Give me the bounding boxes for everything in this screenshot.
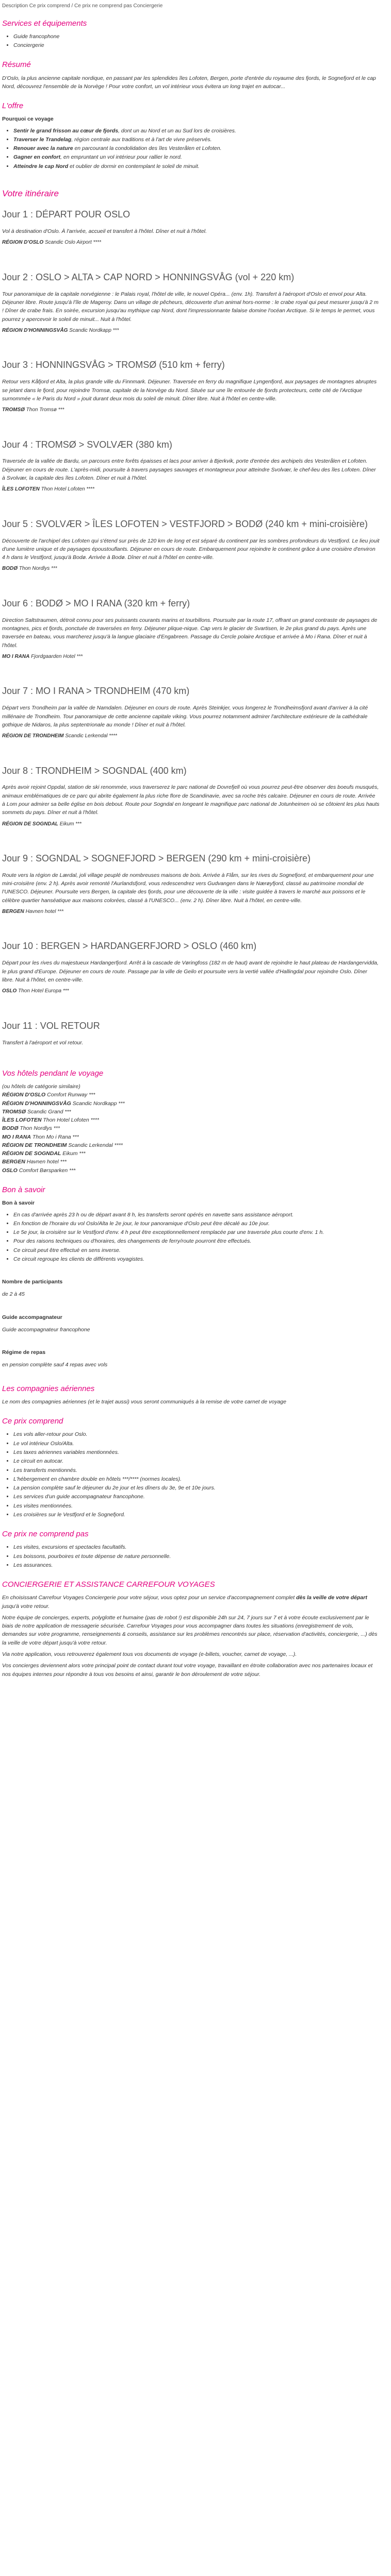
list-item xyxy=(13,153,380,161)
highlight: Gagner en confort xyxy=(13,154,61,161)
itinerary-day xyxy=(2,852,380,916)
day-text: Tour panoramique de la capitale norvégienne : le Palais royal, l'hôtel de ville, le nouvel Opéra... (env. 1h). Transfert à l'aéroport d'Oslo et envol pour Alta. Déjeuner libre. Route jusqu'à l'île de Mageroy. Dans un village de pêcheurs, découverte d'un animal hors-norme : le crabe royal qui peut mesurer jusqu'à 2 m ! Dîner de crabe frais. En soirée, excursion jusqu'au mythique cap Nord, dont l'impressionnante falaise domine l'océan Arctique. Si le temps le permet, vous pourrez y apercevoir le soleil de minuit... Nuit à l'hôtel. xyxy=(2,291,379,323)
day-region xyxy=(2,485,380,494)
hotel-row xyxy=(2,1133,380,1141)
day-title: Jour 7 : MO I RANA > TRONDHEIM (470 km) xyxy=(2,686,190,697)
participants-value: de 2 à 45 xyxy=(2,1291,25,1298)
hotel-row xyxy=(2,1166,380,1175)
hotel-name: Scandic Grand *** xyxy=(27,1108,71,1115)
hotel-row xyxy=(2,1091,380,1099)
day-text: Après avoir rejoint Oppdal, station de ski renommée, vous traverserez le parc national de Dovrefjell où vous pourrez peut-être observer des boeufs musqués, animaux emblématiques de ce parc qui abrite également la plus riche flore de Scandinavie, avec sa roche très calcaire. Déjeuner en cours de route. Arrivée à Lom pour admirer sa belle église en bois debout. Route pour Sogndal en longeant le magnifique parc national de Jotunheimen où se côtoient les plus hauts sommets du pays. Dîner et nuit à l'hôtel. xyxy=(2,784,380,816)
list-item: • Ce circuit peut être effectué en sens inverse. xyxy=(13,1246,380,1255)
repas-title: Régime de repas xyxy=(2,1349,46,1356)
list-item xyxy=(13,144,380,152)
region-label: MO I RANA xyxy=(2,653,30,659)
day-text: Vol à destination d'Oslo. À l'arrivée, accueil et transfert à l'hôtel. Dîner et nuit à l'hôtel. xyxy=(2,228,207,235)
day-region xyxy=(2,987,380,995)
hotel-row xyxy=(2,1108,380,1116)
guide-title: Guide accompagnateur xyxy=(2,1314,62,1320)
day-title: Jour 2 : OSLO > ALTA > CAP NORD > HONNINGSVÅG (vol + 220 km) xyxy=(2,272,295,282)
prix-pas-list xyxy=(2,1543,380,1569)
hotels-list xyxy=(2,1091,380,1175)
day-text: Départ pour les rives du majestueux Hardangerfjord. Arrêt à la cascade de Vøringfoss (182 m de haut) avant de rejoindre le haut plateau de Hardangervidda, le plus grand d'Europe. Déjeuner en cours de route. Passage par la ville de Geilo et poursuite vers la vertié vallée d'Hallingdal pour rejoindre Oslo. Dîner libre. Nuit à l'hôtel, en centre-ville. xyxy=(2,960,379,983)
hotel-name: Scandic Oslo Airport **** xyxy=(44,240,102,246)
list-item: • Conciergerie xyxy=(13,41,380,49)
hotel-region: RÉGION D'HONNINGSVÅG xyxy=(2,1100,71,1107)
participants-title: Nombre de participants xyxy=(2,1279,63,1285)
hotel-name: Scandic Nordkapp *** xyxy=(72,1100,125,1107)
region-label: BERGEN xyxy=(2,908,24,914)
day-title: Jour 11 : VOL RETOUR xyxy=(2,1020,100,1031)
offre-title: L'offre xyxy=(2,101,24,111)
bon-savoir-subtitle: Bon à savoir xyxy=(2,1200,35,1207)
list-item: • Ce circuit regroupe les clients de différents voyagistes. xyxy=(13,1255,380,1263)
item-text: , région centrale aux traditions et à l'art de vivre préservés. xyxy=(71,136,212,143)
list-item: • La pension complète sauf le déjeuner du 2e jour et les dîners du 3e, 9e et 10e jours. xyxy=(13,1484,380,1492)
hotel-name: Thon Nordlys *** xyxy=(20,1125,60,1132)
prix-pas-title: Ce prix ne comprend pas xyxy=(2,1530,89,1539)
day-text: Direction Saltstraumen, détroit connu pour ses puissants courants marins et tourbillons. Poursuite par la route 17, offrant un grand contraste de paysages de montagnes, pics et fjords, ponctuée de traversées en ferry. Déjeuner plique-nique. Cap vers le glacier de Svartisen, le 2e plus grand du pays. Après une traversée en bateau, vous marcherez jusqu'à la langue glaciaire d'Engabreen. Passage du Cercle polaire Arctique et arrivée à Mo i Rana. Dîner et nuit à l'hôtel. xyxy=(2,617,378,649)
hotel-row xyxy=(2,1141,380,1149)
day-title: Jour 3 : HONNINGSVÅG > TROMSØ (510 km + ferry) xyxy=(2,360,225,370)
region-label: OSLO xyxy=(2,988,17,994)
hotel-name: Thon Tromsø *** xyxy=(26,407,64,413)
repas-value: en pension complète sauf 4 repas avec vols xyxy=(2,1362,108,1368)
day-region xyxy=(2,239,380,247)
hotel-name: Scandic Lerkendal **** xyxy=(68,1142,123,1148)
day-text: Retour vers Kåfjord et Alta, la plus grande ville du Finnmark. Déjeuner. Traversée en ferry du magnifique Lyngenfjord, aux paysages de montagnes abruptes se jetant dans le fjord, pour rejoindre Tromsø, capitale de la Norvège du Nord. Située sur une île entourée de fjords protecteurs, cette cité de l'Arctique surnommée « le Paris du Nord » jouit durant deux mois du soleil de minuit. Dîner libre. Nuit à l'hôtel en centre-ville. xyxy=(2,379,377,402)
highlight: Sentir le grand frisson au cœur de xyxy=(13,127,103,134)
list-item: • Le vol intérieur Oslo/Alta. xyxy=(13,1439,380,1448)
list-item: • Les visites, excursions et spectacles facultatifs. xyxy=(13,1543,380,1551)
day-title: Jour 1 : DÉPART POUR OSLO xyxy=(2,209,131,220)
compagnies-text: Le nom des compagnies aériennes (et le trajet aussi) vous seront communiqués à la remise de votre carnet de voyage xyxy=(2,1398,286,1405)
hotels-title: Vos hôtels pendant le voyage xyxy=(2,1069,104,1078)
item-text: , en empruntant un vol intérieur pour rallier le nord. xyxy=(60,154,182,161)
list-item: • Les boissons, pourboires et toute dépense de nature personnelle. xyxy=(13,1552,380,1561)
highlight: Traverser le Trandelag xyxy=(13,136,72,143)
list-item: • Les vols aller-retour pour Oslo. xyxy=(13,1430,380,1438)
hotel-region: RÉGION DE SOGNDAL xyxy=(2,1150,61,1157)
list-item: • Le 5e jour, la croisière sur le Vestfjord d'env. 4 h peut être exceptionnellement remplacée par une traversée plus courte d'env. 1 h. xyxy=(13,1228,380,1236)
hotel-name: Thon Hotel Lofoten **** xyxy=(41,486,94,493)
day-title: Jour 9 : SOGNDAL > SOGNEFJORD > BERGEN (290 km + mini-croisière) xyxy=(2,853,311,864)
hotel-row xyxy=(2,1116,380,1124)
day-text: Transfert à l'aéroport et vol retour. xyxy=(2,1039,84,1046)
day-text: Route vers la région de Lærdal, joli village peuplé de nombreuses maisons de bois. Arrivée à Flåm, sur les rives du Sognefjord, et embarquement pour une mini-croisière (env. 2 h). Après avoir remonté l'Aurlandsfjord, vous redescendrez vers Gudvangen dans le Nærøyfjord, classé au patrimoine mondial de l'UNESCO. Déjeuner. Poursuite vers Bergen, la capitale des fjords, pour une découverte de la ville : visite guidée à travers le marché aux poissons et le célèbre quartier hanséatique aux maisons colorées, classé à l'UNESCO... (env. 2 h). Dîner libre. Nuit à l'hôtel, en centre-ville. xyxy=(2,872,374,904)
hotel-name: Thon Hotel Lofoten **** xyxy=(43,1117,99,1124)
day-region xyxy=(2,908,380,916)
highlight: Atteindre le cap Nord xyxy=(13,163,69,170)
day-title: Jour 8 : TRONDHEIM > SOGNDAL (400 km) xyxy=(2,765,187,776)
day-region xyxy=(2,653,380,661)
hotel-region: RÉGION D'OSLO xyxy=(2,1092,46,1098)
list-item xyxy=(13,135,380,144)
offre-subtitle: Pourquoi ce voyage xyxy=(2,116,54,123)
conciergerie-p2: Notre équipe de concierges, experts, polyglotte et humaine (pas de robot !) est disponible 24h sur 24, 7 jours sur 7 et à votre écoute exclusivement par le biais de notre application de messagerie sécurisée. Carrefour Voyages pour vous accompagner dans toutes les situations (enregistrement de vols, demandes sur votre programme, renseignements & conseils, assistance sur les problèmes rencontrés sur place, réservation d'activités, conciergerie, ...) dès la veille de votre départ jusqu'à votre retour. xyxy=(2,1614,378,1646)
highlight: fjords xyxy=(103,127,119,134)
breadcrumb[interactable]: Description Ce prix comprend / Ce prix ne comprend pas Conciergerie xyxy=(2,3,163,9)
day-region xyxy=(2,820,380,828)
list-item: • Les assurances. xyxy=(13,1561,380,1569)
hotel-row xyxy=(2,1149,380,1158)
compagnies-title: Les compagnies aériennes xyxy=(2,1384,95,1393)
region-label: RÉGION DE TRONDHEIM xyxy=(2,733,64,739)
itinerary-day xyxy=(2,597,380,660)
services-title: Services et équipements xyxy=(2,19,87,28)
prix-comprend-list xyxy=(2,1430,380,1519)
day-title: Jour 10 : BERGEN > HARDANGERFJORD > OSLO (460 km) xyxy=(2,941,257,952)
prix-comprend-title: Ce prix comprend xyxy=(2,1417,63,1426)
day-title: Jour 5 : SVOLVÆR > ÎLES LOFOTEN > VESTFJORD > BODØ (240 km + mini-croisière) xyxy=(2,518,368,529)
itinerary-day xyxy=(2,764,380,828)
hotel-row xyxy=(2,1099,380,1108)
list-item: • Les transferts mentionnés. xyxy=(13,1466,380,1475)
item-text: , dont un au Nord et un au Sud lors de croisières. xyxy=(118,127,236,134)
hotel-region: RÉGION DE TRONDHEIM xyxy=(2,1142,67,1148)
list-item: • Les services d'un guide accompagnateur francophone. xyxy=(13,1493,380,1501)
hotel-name: Scandic Nordkapp *** xyxy=(69,327,119,333)
itinerary-day xyxy=(2,1019,380,1047)
guide-value: Guide accompagnateur francophone xyxy=(2,1326,90,1333)
hotel-name: Havnen hotel *** xyxy=(26,1159,67,1165)
itinerary-day xyxy=(2,270,380,334)
hotel-name: Scandic Lerkendal **** xyxy=(65,733,117,739)
hotel-name: Comfort Børsparken *** xyxy=(19,1167,76,1174)
hotels-note: (ou hôtels de catégorie similaire) xyxy=(2,1083,80,1090)
itinerary-day xyxy=(2,517,380,573)
resume-title: Résumé xyxy=(2,60,31,70)
hotel-name: Thon Nordlys *** xyxy=(19,566,57,572)
conciergerie-p4: Vos concierges deviennent alors votre principal point de contact durant tout votre voyage, travaillant en étroite collaboration avec nos partenaires locaux et nos équipes internes pour répondre à tous vos besoins et ainsi, garantir le bon déroulement de votre séjour. xyxy=(2,1663,373,1677)
hotel-region: ÎLES LOFOTEN xyxy=(2,1117,42,1124)
list-item: • Pour des raisons techniques ou d'horaires, des changements de ferry/route pourront être effectués. xyxy=(13,1237,380,1245)
region-label: ÎLES LOFOTEN xyxy=(2,486,40,493)
hotel-name: Comfort Runway *** xyxy=(47,1092,95,1098)
item-text: en parcourant la condolidation des îles Vesterålen et Lofoten. xyxy=(73,145,222,152)
list-item: • Guide francophone xyxy=(13,32,380,41)
list-item: • Les taxes aériennes variables mentionnées. xyxy=(13,1448,380,1456)
hotel-name: Eikum *** xyxy=(59,821,82,827)
list-item: • En fonction de l'horaire du vol Oslo/Alta le 2e jour, le tour panoramique d'Oslo peut être décalé au 10e jour. xyxy=(13,1219,380,1228)
hotel-name: Fjordgaarden Hotel *** xyxy=(31,653,83,659)
hotel-name: Havnen hotel *** xyxy=(25,908,63,914)
itinerary-day xyxy=(2,939,380,995)
offre-list xyxy=(2,127,380,171)
list-item: • Les croisières sur le Vestfjord et le Sognefjord. xyxy=(13,1511,380,1519)
highlight: Renouer avec la nature xyxy=(13,145,73,152)
hotel-name: Eikum *** xyxy=(62,1150,86,1157)
day-text: Départ vers Trondheim par la vallée de Namdalen. Déjeuner en cours de route. Après Steinkjer, vous longerez le Trondheimsfjord avant d'arriver à la cité millénaire de Trondheim. Tour panoramique de cette ancienne capitale viking. Vous pourrez notamment admirer l'architecture extérieure de la cathédrale gothique de Nidaros, la plus septentrionale au monde ! Dîner et nuit à l'hôtel. xyxy=(2,705,368,728)
day-title: Jour 4 : TROMSØ > SVOLVÆR (380 km) xyxy=(2,439,172,450)
hotel-region: BODØ xyxy=(2,1125,19,1132)
hotel-region: OSLO xyxy=(2,1167,18,1174)
day-region xyxy=(2,732,380,740)
conciergerie-p1 xyxy=(2,1594,380,1611)
list-item: • L'hébergement en chambre double en hôtels ***/**** (normes locales). xyxy=(13,1475,380,1483)
day-title: Jour 6 : BODØ > MO I RANA (320 km + ferry) xyxy=(2,598,190,608)
list-item xyxy=(13,127,380,135)
bon-savoir-title: Bon à savoir xyxy=(2,1185,45,1194)
list-item: • Le circuit en autocar. xyxy=(13,1457,380,1465)
services-list xyxy=(2,32,380,50)
itinerary-day xyxy=(2,208,380,247)
list-item: • En cas d'arrivée après 23 h ou de départ avant 8 h, les transferts seront opérés en navette sans assistance aéroport. xyxy=(13,1211,380,1219)
highlight: dès la veille de votre départ xyxy=(296,1595,367,1601)
bon-savoir-list xyxy=(2,1211,380,1264)
day-region xyxy=(2,406,380,414)
day-region xyxy=(2,327,380,335)
hotel-row xyxy=(2,1124,380,1132)
itinerary-days xyxy=(2,208,380,1047)
hotel-region: BERGEN xyxy=(2,1159,25,1165)
item-text: et oublier de dormir en contemplant le soleil de minuit. xyxy=(68,163,200,170)
hotel-region: MO I RANA xyxy=(2,1133,31,1140)
hotel-name: Thon Mo i Rana *** xyxy=(32,1133,79,1140)
itinerary-day xyxy=(2,358,380,414)
hotel-region: TROMSØ xyxy=(2,1108,26,1115)
itinerary-day xyxy=(2,438,380,494)
itineraire-title: Votre itinéraire xyxy=(2,188,59,198)
day-region xyxy=(2,565,380,573)
hotel-name: Thon Hotel Europa *** xyxy=(18,988,69,994)
region-label: RÉGION D'HONNINGSVÅG xyxy=(2,327,68,333)
region-label: BODØ xyxy=(2,566,18,572)
resume-text: D'Oslo, la plus ancienne capitale nordique, en passant par les splendides îles Lofoten, Bergen, porte d'entrée du royaume des fjords, le Sognefjord et le cap Nord, découvrez l'ensemble de la Norvège ! Pour votre confort, un vol intérieur vous évitera un long trajet en autocar... xyxy=(2,75,376,90)
day-text: Découverte de l'archipel des Lofoten qui s'étend sur près de 120 km de long et est séparé du continent par les sombres profondeurs du Vestfjord. Le lieu jouit d'une lumière unique et de paysages époustouflants. Déjeuner en cours de route. Embarquement pour rejoindre le continent grâce à une croisière d'environ 4 h dans le Vestfjord, jusqu'à Bodø. Arrivée à Bodø. Dîner et nuit à l'hôtel en centre-ville. xyxy=(2,537,380,561)
list-item: • Les visites mentionnées. xyxy=(13,1502,380,1510)
region-label: RÉGION DE SOGNDAL xyxy=(2,821,58,827)
itinerary-day xyxy=(2,684,380,740)
text: En choisissant Carrefour Voyages Conciergerie pour votre séjour, vous optez pour un service d'accompagnement complet xyxy=(2,1595,297,1601)
region-label: TROMSØ xyxy=(2,407,25,413)
hotel-row xyxy=(2,1158,380,1166)
region-label: RÉGION D'OSLO xyxy=(2,240,44,246)
list-item xyxy=(13,162,380,171)
day-text: Traversée de la vallée de Bardu, un parcours entre forêts épaisses et lacs pour arriver à Bjerkvik, porte d'entrée des archipels des Vesterålen et Lofoten. Déjeuner en cours de route. L'après-midi, poursuite à travers paysages sauvages et montagneux pour atteindre Svolvær, le chef-lieu des îles Lofoten. Dîner à Svolvær, la capitale des îles Lofoten. Dîner et nuit à l'hôtel. xyxy=(2,458,376,481)
conciergerie-p3: Via notre application, vous retrouverez également tous vos documents de voyage (e-billets, voucher, carnet de voyage, ...). xyxy=(2,1651,297,1657)
text: jusqu'à votre retour. xyxy=(2,1603,50,1609)
conciergerie-title: CONCIERGERIE ET ASSISTANCE CARREFOUR VOYAGES xyxy=(2,1580,215,1589)
